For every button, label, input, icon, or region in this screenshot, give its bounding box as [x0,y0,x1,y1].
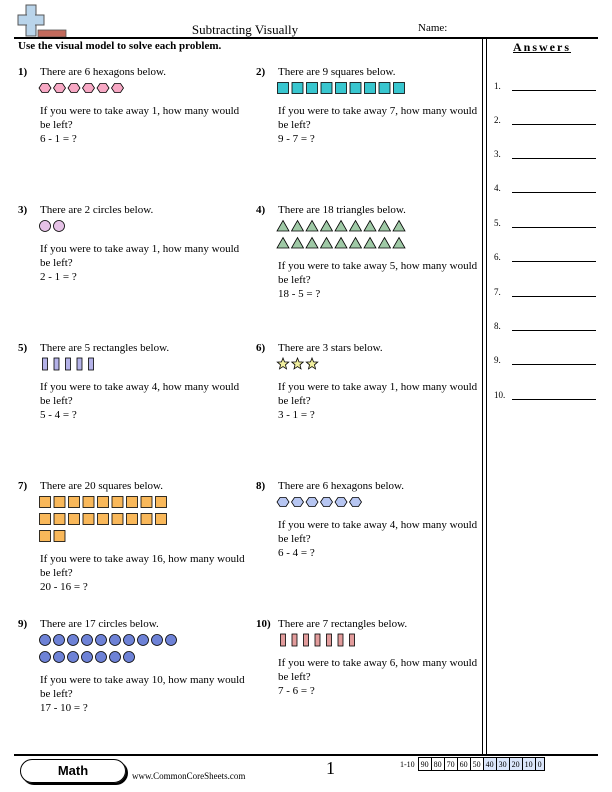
problem-3 [18,203,238,333]
problem-equation: 6 - 1 = ? [40,133,77,145]
hexagon-shape [350,498,362,507]
answer-blank[interactable] [512,399,596,400]
square-shape [83,497,94,508]
problem-equation: 2 - 1 = ? [40,271,77,283]
answer-column-divider-inner [486,37,487,754]
circle-shape [40,652,51,663]
circle-shape [96,635,107,646]
problem-statement: There are 5 rectangles below. [40,342,170,354]
square-shape [40,514,51,525]
rectangle-shape [292,634,297,646]
problem-question: If you were to take away 4, how many would be left? [40,381,240,407]
answer-row [494,147,596,161]
score-cell: 30 [496,758,509,771]
triangle-shape [292,238,304,249]
square-shape [307,83,318,94]
visual-model [38,217,72,236]
visual-model [276,631,363,650]
score-cell: 90 [418,758,431,771]
square-shape [83,514,94,525]
problem-4 [256,203,476,333]
problem-question: If you were to take away 1, how many would be left? [40,105,240,131]
problem-statement: There are 18 triangles below. [278,204,406,216]
answer-number: 7. [494,287,501,297]
star-shape [306,358,317,369]
answer-blank[interactable] [512,261,596,262]
square-shape [379,83,390,94]
problem-2 [256,65,476,195]
circle-shape [152,635,163,646]
answer-row [494,388,596,402]
problem-equation: 9 - 7 = ? [278,133,315,145]
name-label: Name: [418,22,448,34]
hexagon-shape [277,498,289,507]
hexagon-shape [112,84,124,93]
hexagon-shape [321,498,333,507]
circle-shape [166,635,177,646]
problem-equation: 20 - 16 = ? [40,581,88,593]
hexagon-shape [83,84,95,93]
square-shape [156,497,167,508]
visual-model [38,631,184,667]
rectangle-shape [66,358,71,370]
hexagon-shape [97,84,109,93]
triangle-shape [335,221,347,232]
answer-number: 4. [494,183,501,193]
circle-shape [54,221,65,232]
problem-number: 2) [256,66,266,78]
hexagon-shape [335,498,347,507]
problem-number: 1) [18,66,28,78]
rectangle-shape [338,634,343,646]
rectangle-shape [281,634,286,646]
hexagon-shape [306,498,318,507]
answer-number: 9. [494,355,501,365]
triangle-shape [350,221,362,232]
circle-shape [68,652,79,663]
problem-7 [18,479,245,609]
score-cell: 80 [431,758,444,771]
problem-number: 6) [256,342,266,354]
hexagon-shape [39,84,51,93]
page-title: Subtracting Visually [191,22,299,37]
problem-8 [256,479,476,609]
answer-number: 2. [494,115,501,125]
problem-number: 5) [18,342,28,354]
square-shape [54,497,65,508]
answers-title: Answers [513,40,571,54]
header-rule [14,37,598,39]
circle-shape [124,635,135,646]
square-shape [112,497,123,508]
problem-question: If you were to take away 16, how many would be left? [40,553,245,579]
square-shape [336,83,347,94]
circle-shape [40,221,51,232]
answer-blank[interactable] [512,364,596,365]
visual-model [276,79,413,98]
rectangle-shape [54,358,59,370]
square-shape [321,83,332,94]
problem-question: If you were to take away 4, how many would be left? [278,519,478,545]
star-shape [292,358,303,369]
answer-row [494,250,596,264]
answer-blank[interactable] [512,192,596,193]
problem-equation: 3 - 1 = ? [278,409,315,421]
rectangle-shape [304,634,309,646]
problem-number: 9) [18,618,28,630]
problem-statement: There are 3 stars below. [278,342,383,354]
square-shape [292,83,303,94]
problem-statement: There are 17 circles below. [40,618,159,630]
triangle-shape [364,238,376,249]
instructions: Use the visual model to solve each problem. [18,40,222,52]
answer-row [494,216,596,230]
circle-shape [68,635,79,646]
problem-statement: There are 6 hexagons below. [278,480,405,492]
problem-question: If you were to take away 6, how many would be left? [278,657,478,683]
circle-shape [110,652,121,663]
answer-row [494,79,596,93]
problem-equation: 18 - 5 = ? [278,288,321,300]
rectangle-shape [327,634,332,646]
problem-statement: There are 9 squares below. [278,66,396,78]
square-shape [69,514,80,525]
circle-shape [110,635,121,646]
problem-equation: 7 - 6 = ? [278,685,315,697]
answer-blank[interactable] [512,158,596,159]
square-shape [278,83,289,94]
square-shape [40,497,51,508]
square-shape [141,497,152,508]
answer-number: 8. [494,321,501,331]
answer-row [494,113,596,127]
triangle-shape [306,221,318,232]
footer-rule [14,754,598,756]
problem-question: If you were to take away 10, how many would be left? [40,674,245,700]
score-cell: 0 [535,758,544,771]
square-shape [69,497,80,508]
problem-equation: 17 - 10 = ? [40,702,88,714]
rectangle-shape [315,634,320,646]
triangle-shape [335,238,347,249]
hexagon-shape [54,84,66,93]
answer-blank[interactable] [512,90,596,91]
problem-9 [18,617,245,747]
circle-shape [54,635,65,646]
hexagon-shape [68,84,80,93]
answer-blank[interactable] [512,296,596,297]
problem-number: 10) [256,618,271,630]
problem-question: If you were to take away 5, how many would be left? [278,260,478,286]
triangle-shape [379,238,391,249]
triangle-shape [364,221,376,232]
square-shape [54,514,65,525]
triangle-shape [379,221,391,232]
square-shape [98,497,109,508]
rectangle-shape [77,358,82,370]
answer-number: 10. [494,390,506,400]
score-range: 1-10 [400,759,415,769]
problem-statement: There are 7 rectangles below. [278,618,408,630]
answer-row [494,285,596,299]
square-shape [40,531,51,542]
problem-question: If you were to take away 7, how many would be left? [278,105,478,131]
problem-6 [256,341,476,471]
visual-model [276,217,413,253]
triangle-shape [306,238,318,249]
square-shape [141,514,152,525]
triangle-shape [393,221,405,232]
answer-blank[interactable] [512,227,596,228]
problem-question: If you were to take away 1, how many would be left? [40,243,240,269]
square-shape [365,83,376,94]
triangle-shape [321,221,333,232]
problem-statement: There are 20 squares below. [40,480,163,492]
problem-5 [18,341,238,471]
circle-shape [96,652,107,663]
site-url[interactable]: www.CommonCoreSheets.com [132,771,246,781]
answer-number: 1. [494,81,501,91]
circle-shape [82,635,93,646]
circle-shape [54,652,65,663]
visual-model [276,355,326,374]
square-shape [394,83,405,94]
answer-number: 3. [494,149,501,159]
answer-row [494,181,596,195]
problem-equation: 5 - 4 = ? [40,409,77,421]
rectangle-shape [43,358,48,370]
triangle-shape [321,238,333,249]
page-number: 1 [326,758,335,778]
answer-row [494,319,596,333]
triangle-shape [277,221,289,232]
problem-10 [256,617,476,747]
problem-1 [18,65,238,195]
answer-blank[interactable] [512,124,596,125]
circle-shape [82,652,93,663]
answer-row [494,353,596,367]
visual-model [276,493,369,512]
rectangle-shape [350,634,355,646]
problem-number: 4) [256,204,266,216]
star-shape [277,358,288,369]
square-shape [127,497,138,508]
problem-statement: There are 6 hexagons below. [40,66,167,78]
rectangle-shape [89,358,94,370]
problem-question: If you were to take away 1, how many would be left? [278,381,478,407]
problem-equation: 6 - 4 = ? [278,547,315,559]
circle-shape [124,652,135,663]
visual-model [38,493,175,546]
problem-number: 7) [18,480,28,492]
visual-model [38,355,102,374]
triangle-shape [292,221,304,232]
score-cell: 50 [470,758,483,771]
answer-number: 5. [494,218,501,228]
score-cell: 10 [522,758,535,771]
triangle-shape [393,238,405,249]
answer-number: 6. [494,252,501,262]
square-shape [350,83,361,94]
problem-number: 8) [256,480,266,492]
math-badge: Math [20,759,126,783]
problem-number: 3) [18,204,28,216]
square-shape [98,514,109,525]
score-cell: 40 [483,758,496,771]
triangle-shape [350,238,362,249]
score-table [398,757,545,771]
problem-statement: There are 2 circles below. [40,204,154,216]
score-cell: 70 [444,758,457,771]
visual-model [38,79,131,98]
square-shape [156,514,167,525]
square-shape [127,514,138,525]
circle-shape [40,635,51,646]
square-shape [112,514,123,525]
triangle-shape [277,238,289,249]
score-cell: 20 [509,758,522,771]
circle-shape [138,635,149,646]
hexagon-shape [292,498,304,507]
answer-blank[interactable] [512,330,596,331]
square-shape [54,531,65,542]
score-cell: 60 [457,758,470,771]
